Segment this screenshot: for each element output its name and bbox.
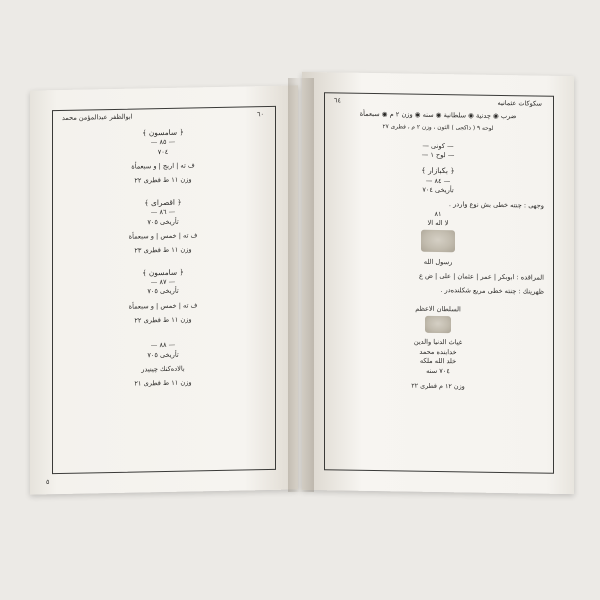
right-page-content xyxy=(324,92,552,472)
entry-number: — ٨٨ — xyxy=(150,341,176,350)
entry-number: — ٨٦ — xyxy=(150,207,176,217)
entry-line-b: بالاده‌کنك چینیدر xyxy=(141,364,185,374)
coin-image xyxy=(425,316,451,333)
right-entry-heading: ﴿ بکبازار ﴾ xyxy=(421,166,455,176)
coin-image xyxy=(421,230,455,253)
right-page-header xyxy=(332,96,544,109)
right-line: لا اله الا xyxy=(427,218,449,228)
right-line: — ٨٤ — xyxy=(425,176,451,185)
left-page-number: ٦٠ xyxy=(257,110,264,119)
entry-line-c: وزن ١١ ط قطری ٢٢ xyxy=(134,175,192,185)
right-line: وجهی : چنته خطی بش نوع واردر . xyxy=(448,200,544,211)
book-gutter xyxy=(288,78,314,492)
entry-heading: ﴿ سامسون ﴾ xyxy=(142,267,184,277)
right-line: ظهرینك : چنته خطی مربع شکلنده‌در . xyxy=(440,286,544,297)
right-line: خدابنده محمد xyxy=(419,347,457,357)
right-line: السلطان الاعظم xyxy=(415,304,461,314)
coin-illustration xyxy=(332,227,544,260)
entry-line-a: ٧٠٤ xyxy=(157,147,169,156)
entry-line-b: ف ته | اربج | و سبعمأة xyxy=(131,161,195,171)
entry-line-a: تأریخی ٧٠٥ xyxy=(147,217,179,226)
right-line: ٧٠٤ سنه xyxy=(426,366,450,375)
left-running-head: ابوالظفر عبدالمؤمن محمد xyxy=(62,112,133,122)
entry-number: — ٨٧ — xyxy=(150,277,176,287)
right-line: — کونی — xyxy=(422,141,454,150)
open-book xyxy=(0,52,600,500)
entry-heading: ﴿ اقصرای ﴾ xyxy=(144,197,182,208)
entry-line-a: تأریخی ٧٠٥ xyxy=(147,287,179,296)
entry-line-b: ف ته | خمس | و سبعمأة xyxy=(128,231,198,241)
catalog-entry xyxy=(60,196,266,258)
right-page-number: ٦٤ xyxy=(334,96,341,105)
entry-line-c: وزن ١١ ط قطری ٢١ xyxy=(134,378,192,389)
left-page-header xyxy=(60,110,266,124)
coin-illustration xyxy=(332,313,544,341)
left-bottom-mark: ٥ xyxy=(46,477,50,487)
right-running-head: سکوکات عثمانیه xyxy=(497,98,542,108)
catalog-entry xyxy=(60,266,266,328)
catalog-entry xyxy=(60,126,266,188)
entry-line-b: ف ته | خمس | و سبعمأة xyxy=(128,301,198,311)
right-line: خلد الله ملکه xyxy=(419,356,457,366)
right-line: ٨١ xyxy=(434,209,442,218)
entry-number: — ٨٥ — xyxy=(150,138,176,147)
right-line: رسول الله xyxy=(423,257,453,266)
right-foot-line: وزن ١٢ م قطری ٢٢ xyxy=(411,381,465,391)
right-line: تأریخی ٧٠٤ xyxy=(422,185,454,195)
right-plate-line: لوحه ٩ ( ذاکجی ) الثون ، وزن ٢ م ، قطری ٢٧ xyxy=(382,124,494,133)
entry-line-c: وزن ١١ ط قطری ٢٢ xyxy=(134,315,192,325)
entry-heading: ﴿ سامسون ﴾ xyxy=(142,127,184,138)
left-page-content xyxy=(52,106,274,472)
entry-line-c: وزن ١١ ط قطری ٢٣ xyxy=(134,245,192,255)
right-top-row: ضرب ◉ چدنیة ◉ سلطانیة ◉ سنه ◉ وزن ٢ م ◉ سبعمأة xyxy=(359,109,517,121)
right-line: غیاث الدنیا والدین xyxy=(413,338,463,347)
entry-line-a: تأریخی ٧٠٥ xyxy=(147,350,179,360)
right-line: المراقده : ابوبکر | عمر | عثمان | علی | ض ع xyxy=(418,271,544,282)
right-line: — لوح ١ — xyxy=(421,150,455,160)
catalog-entry xyxy=(60,339,266,390)
